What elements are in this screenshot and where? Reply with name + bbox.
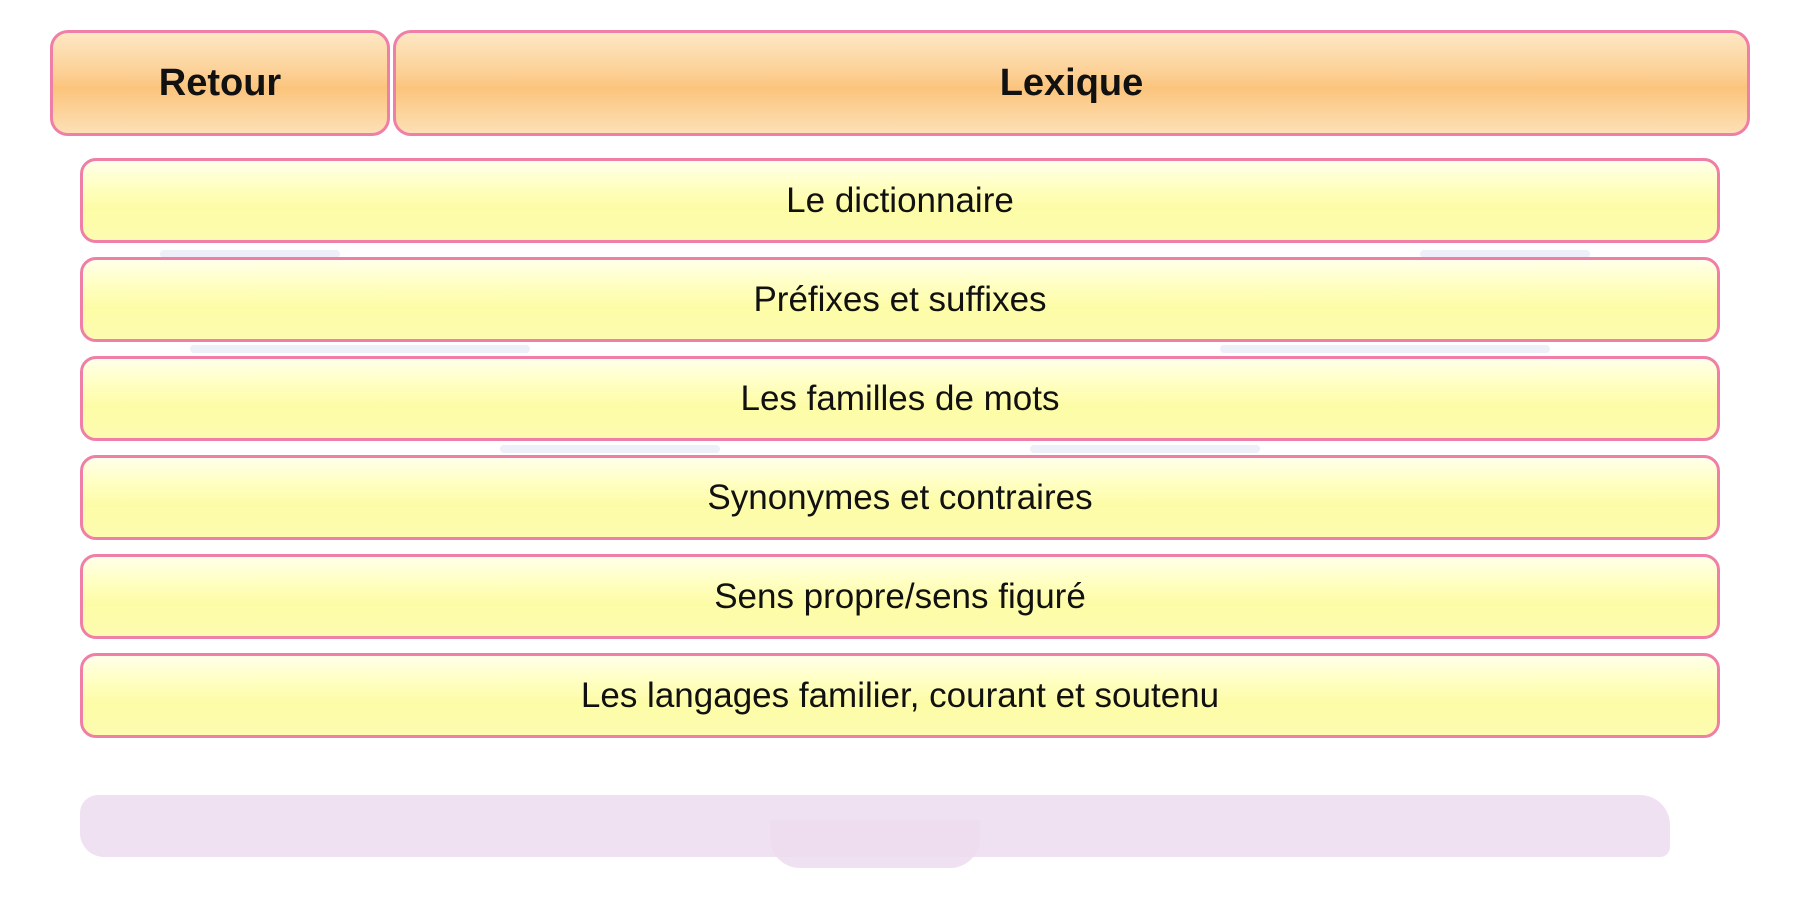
menu-item-dictionnaire[interactable]: Le dictionnaire [80,158,1720,243]
menu-item-langages[interactable]: Les langages familier, courant et soutenu [80,653,1720,738]
menu-item-familles-de-mots[interactable]: Les familles de mots [80,356,1720,441]
decor-band [770,820,980,868]
menu-item-sens-propre-figure[interactable]: Sens propre/sens figuré [80,554,1720,639]
menu-item-synonymes-contraires[interactable]: Synonymes et contraires [80,455,1720,540]
page-title: Lexique [393,30,1750,136]
back-button[interactable]: Retour [50,30,390,136]
menu-item-prefixes-suffixes[interactable]: Préfixes et suffixes [80,257,1720,342]
lesson-menu [80,158,1720,752]
